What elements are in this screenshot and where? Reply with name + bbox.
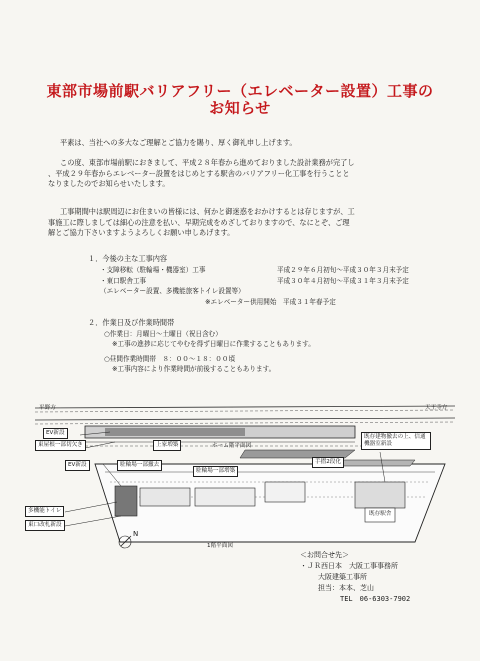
- stairs-remove-label: 東屋根一部切欠き: [35, 440, 86, 451]
- work-days-note: ※工事の進捗に応じてやむを得ず日曜日に作業することもあります。: [112, 340, 315, 348]
- contact-office: 大阪建築工事所: [318, 573, 367, 581]
- contact-person: 担当：本本、芝山: [318, 584, 374, 592]
- canopy-extension-label: 上家増築: [153, 440, 181, 451]
- intro-paragraph-2-line-3: なりましたのでお知らせいたします。: [48, 179, 170, 188]
- intro-paragraph-2-line-1: この度、東部市場前駅におきまして、平成２８年春から進めておりました設計業務が完了し: [60, 158, 355, 167]
- ev-new-label-2: EV新設: [65, 460, 90, 471]
- work-item-1-period: 平成２９年６月初旬～平成３０年３月末予定: [277, 266, 409, 274]
- east-gate-label: 東口改札新設: [25, 520, 65, 531]
- existing-building-label: 既存建物撤去の上、信通機器室新設: [361, 432, 431, 450]
- intro-paragraph-3-line-3: 解とご協力下さいますようよろしくお願い申しあげます。: [48, 228, 235, 237]
- work-hours-note: ※工事内容により作業時間が前後することもあります。: [112, 365, 276, 373]
- bike-parking-expand-label: 駐輪場一部増築: [193, 466, 238, 477]
- work-item-2-label: ・東口駅舎工事: [100, 277, 147, 285]
- elevator-service-start: ※エレベーター供用開始 平成３１年春予定: [205, 298, 336, 306]
- site-plan-drawing: [25, 402, 465, 552]
- contact-heading: ＜お問合せ先＞: [300, 551, 349, 559]
- north-label: N: [133, 530, 139, 538]
- bike-parking-remove-label: 駐輪場一部撤去: [117, 460, 162, 471]
- section-2-heading: ２．作業日及び作業時間帯: [88, 318, 175, 327]
- contact-tel: TEL 06-6303-7902: [340, 595, 411, 603]
- section-1-heading: １．今後の主な工事内容: [88, 254, 168, 263]
- toilet-label: 多機能トイレ: [25, 506, 64, 517]
- notice-title: 東部市場前駅バリアフリー（エレベーター設置）工事の: [46, 82, 434, 100]
- work-item-2-period: 平成３０年４月初旬～平成３１年３月末予定: [277, 277, 409, 285]
- direction-label-left: 平野方: [39, 405, 56, 411]
- handrail-label: 手摺2段化: [312, 457, 344, 468]
- work-hours: ○昼間作業時間帯 ８：００～１８：００頃: [104, 355, 236, 363]
- intro-paragraph-3-line-1: 工事期間中は駅周辺にお住まいの皆様には、何かと御迷惑をおかけするとは存じますが、工: [60, 207, 355, 216]
- intro-paragraph-1: 平素は、当社への多大なご理解とご協力を賜り、厚く御礼申し上げます。: [60, 138, 297, 147]
- work-item-1-label: ・支障移転（駐輪場・機器室）工事: [100, 266, 206, 274]
- work-item-2-note: （エレベーター設置、多機能旅客トイレ設置等）: [100, 287, 245, 295]
- notice-title-line2: お知らせ: [209, 99, 271, 117]
- work-days: ○作業日：月曜日～土曜日（祝日含む）: [104, 330, 222, 338]
- floor1-plan-label: 1階平面図: [207, 543, 233, 549]
- platform-plan-label: ホーム階平面図: [212, 443, 252, 449]
- intro-paragraph-2-line-2: 、平成２９年春からエレベーター設置をはじめとする駅舎のバリアフリー化工事を行うことと: [48, 168, 350, 178]
- station-office-label: 既存駅舎: [369, 511, 392, 517]
- direction-label-right: 天王寺方: [425, 405, 448, 411]
- intro-paragraph-3-line-2: 事施工に際しましては細心の注意を払い、早期完成をめざしておりますので、なにとぞ、ご理: [48, 217, 350, 227]
- contact-company: ・ＪＲ西日本 大阪工事事務所: [300, 562, 398, 570]
- ev-new-label-1: EV新設: [43, 428, 68, 439]
- site-plan-lines: [25, 402, 465, 552]
